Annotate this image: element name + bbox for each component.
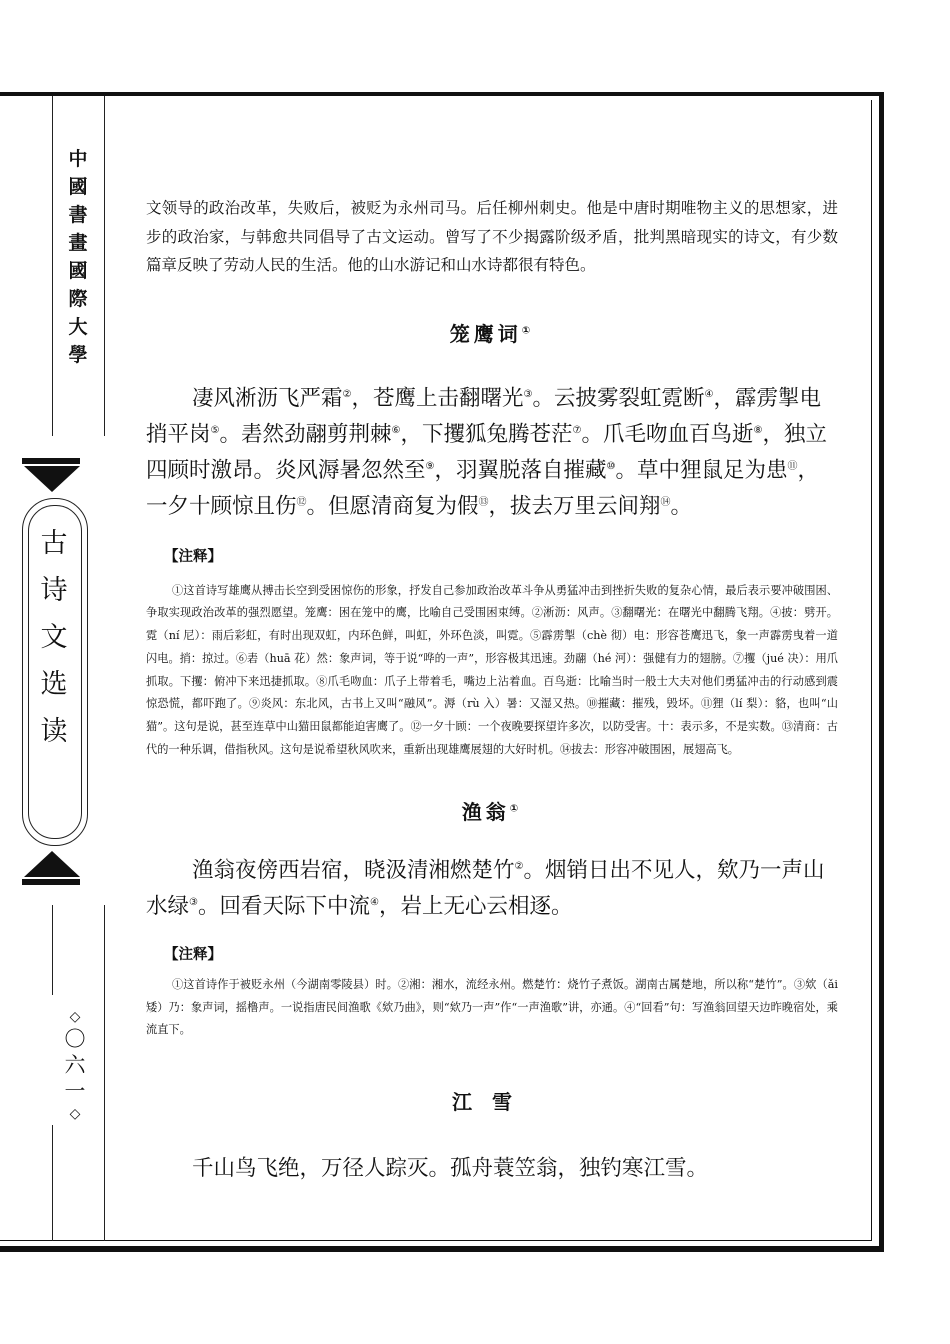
- page-frame-bottom: [0, 1246, 884, 1252]
- cartouche-top-bar: [22, 458, 80, 464]
- spine-rule-bottom-left: [52, 1125, 53, 1241]
- page-frame-inner-right: [871, 100, 872, 1241]
- poem-title-longying: 笼鹰词①: [449, 321, 535, 346]
- spine-rule-right-lower: [104, 905, 105, 1241]
- spine-rule-left: [52, 96, 53, 436]
- page-number: ◇ 〇 六 一 ◇: [64, 1009, 86, 1122]
- poem-title-jiangxue: 江雪: [452, 1090, 532, 1115]
- notes-label-longying: 【注释】: [164, 548, 222, 565]
- notes-yuweng: ①这首诗作于被贬永州（今湖南零陵县）时。②湘：湘水，流经永州。燃楚竹：烧竹子煮饭。湖南古属楚地，所以称“楚竹”。③欸（ǎi 矮）乃：象声词，摇橹声。一说指唐民间渔歌《欸乃曲》，则“欸乃一声”作“一声渔歌”讲，亦通。④“回看”句：写渔翁回望天边昨晚宿处，乘流直下。: [146, 977, 838, 1037]
- poem-body-jiangxue: 千山鸟飞绝，万径人踪灭。孤舟蓑笠翁，独钓寒江雪。: [192, 1156, 709, 1182]
- intro-paragraph: 文领导的政治改革，失败后，被贬为永州司马。后任柳州刺史。他是中唐时期唯物主义的思想家，进步的政治家，与韩愈共同倡导了古文运动。曾写了不少揭露阶级矛盾，批判黑暗现实的诗文，有少数篇章反映了劳动人民的生活。他的山水游记和山水诗都很有特色。: [146, 199, 838, 274]
- page-frame-right: [879, 92, 884, 1252]
- notes-longying: ①这首诗写雄鹰从搏击长空到受困惊伤的形象，抒发自己参加政治改革斗争从勇猛冲击到挫折失败的复杂心情，最后表示要冲破围困、争取实现政治改革的强烈愿望。笼鹰：困在笼中的鹰，比喻自己受围困束缚。②淅沥：风声。③翻曙光：在曙光中翻腾飞翔。④披：劈开。霓（ní 尼）：雨后彩虹，有时出现双虹，内环色鲜，叫虹，外环色淡，叫霓。⑤霹雳掣（chè 彻）电：形容苍鹰迅飞，象一声霹雳曳着一道闪电。捎：掠过。⑥砉（huā 花）然：象声词，等于说“哗的一声”，形容极其迅速。劲翮（hé 河）：强健有力的翅膀。⑦攫（jué 决）：用爪抓取。下攫：俯冲下来迅捷抓取。⑧爪毛吻血：爪子上带着毛，嘴边上沾着血。百鸟逝：比喻当时一般士大夫对他们勇猛冲击的行动感到震惊恐慌，都吓跑了。⑨炎风：东北风，古书上又叫“融风”。溽（rù 入）暑：又湿又热。⑩摧藏：摧残，毁坏。⑪狸（lí 梨）：貉，也叫“山猫”。这句是说，甚至连草中山猫田鼠都能迫害鹰了。⑫一夕十顾：一个夜晚要探望许多次，以防受害。十：表示多，不是实数。⑬清商：古代的一种乐调，借指秋风。这句是说希望秋风吹来，重新出现雄鹰展翅的大好时机。⑭拔去：形容冲破围困，展翅高飞。: [146, 583, 838, 757]
- poem-body-longying: 凄风淅沥飞严霜②，苍鹰上击翻曙光③。云披雾裂虹霓断④，霹雳掣电捎平岗⑤。砉然劲翮剪荆棘⑥，下攫狐兔腾苍茫⑦。爪毛吻血百鸟逝⑧，独立四顾时激昂。炎风溽暑忽然至⑨，羽翼脱落自摧藏⑩。草中狸鼠足为患⑪，一夕十顾惊且伤⑫。但愿清商复为假⑬，拔去万里云间翔⑭。: [146, 385, 827, 519]
- book-title: 古 诗 文 选 读: [40, 528, 68, 747]
- poem-title-yuweng: 渔翁①: [461, 799, 523, 824]
- page-frame-top: [0, 92, 884, 96]
- notes-label-yuweng: 【注释】: [164, 946, 222, 963]
- main-content: [146, 194, 838, 1187]
- cartouche-bottom-bar: [22, 879, 80, 885]
- page-frame-inner-bottom: [0, 1240, 872, 1241]
- cartouche-top-arrow: [24, 466, 80, 492]
- poem-body-yuweng: 渔翁夜傍西岩宿，晓汲清湘燃楚竹②。烟销日出不见人，欸乃一声山水绿③。回看天际下中流④，岩上无心云相逐。: [146, 857, 825, 919]
- spine-rule-left-lower: [52, 905, 53, 995]
- spine-rule-right: [104, 96, 105, 436]
- institution-name: 中 國 書 畫 國 際 大 學: [68, 148, 88, 366]
- cartouche-bottom-arrow: [24, 851, 80, 877]
